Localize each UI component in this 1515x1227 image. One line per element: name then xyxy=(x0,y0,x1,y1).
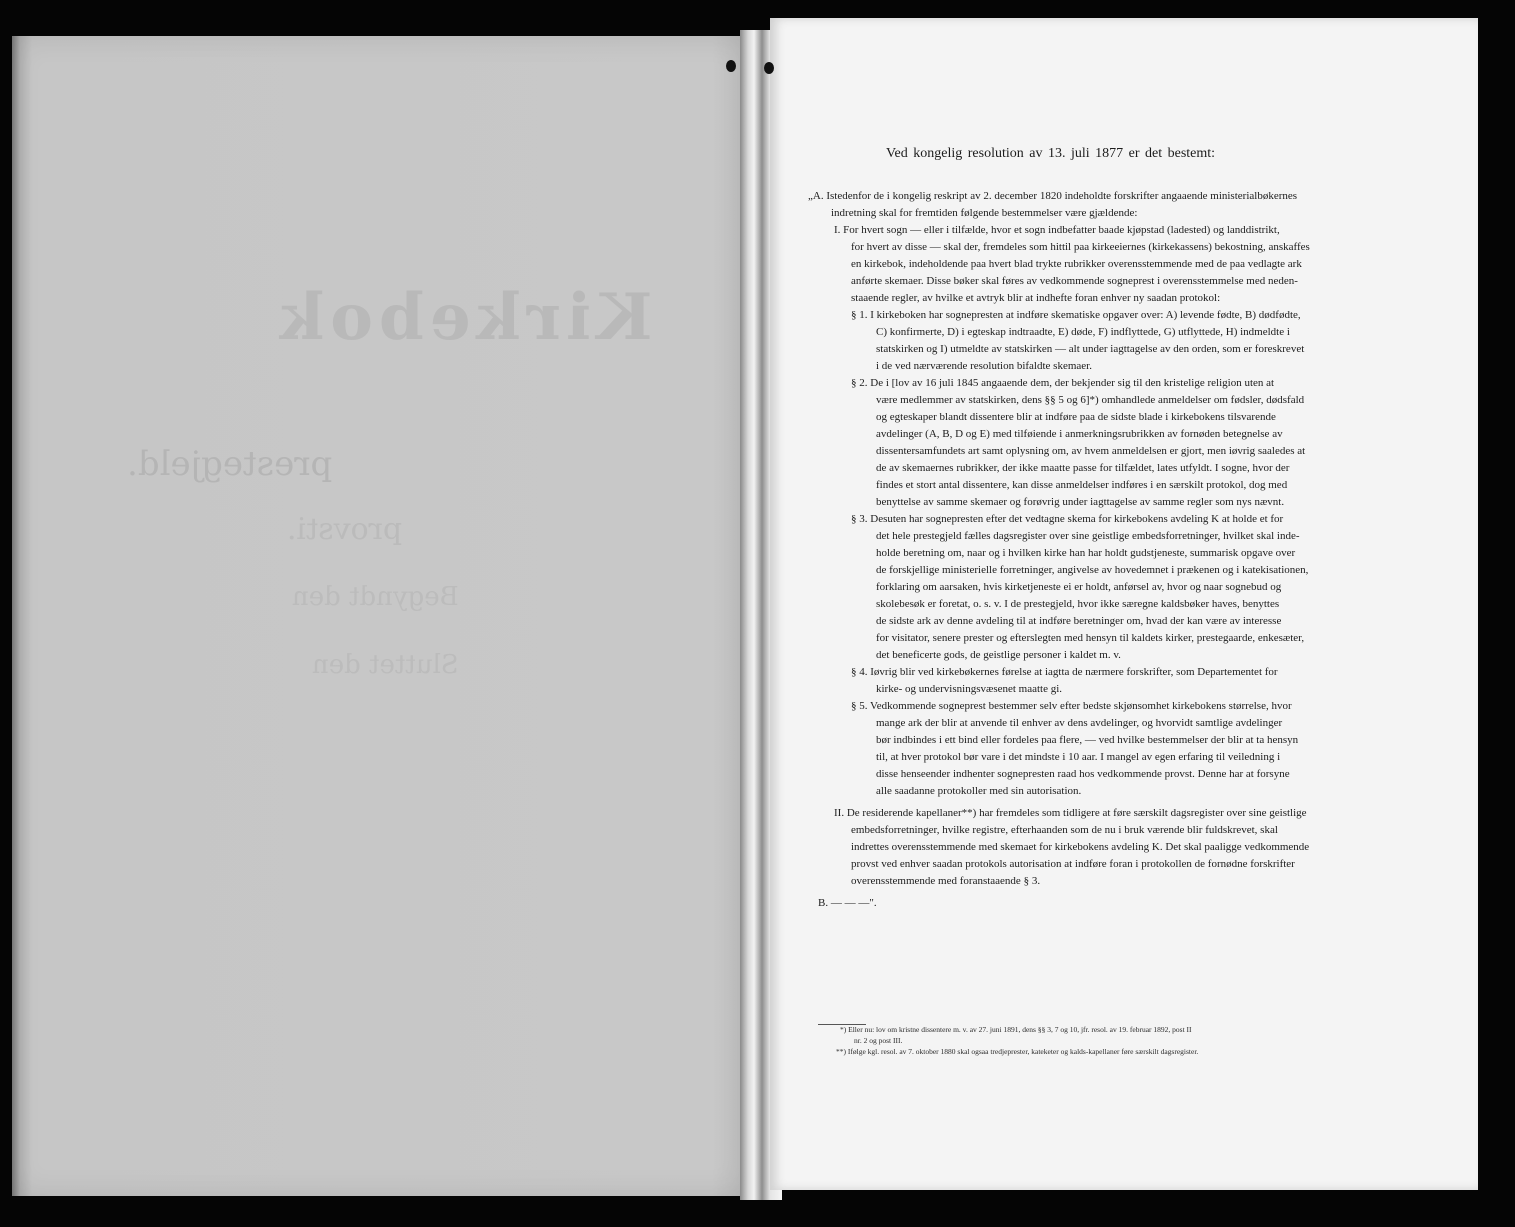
document-heading: Ved kongelig resolution av 13. juli 1877 er det bestemt: xyxy=(886,146,1216,161)
ghost-line: Sluttet den xyxy=(312,650,459,680)
footnote-line: **) Ifølge kgl. resol. av 7. oktober 1880 skal ogsaa tredjeprester, kateketer og kalds-kapellaner føre særskilt dagsregister. xyxy=(836,1047,1199,1056)
text-line: overensstemmende med foranstaaende § 3. xyxy=(851,875,1041,887)
text-line: findes et stort antal dissentere, kan disse anmeldelser indføres i en særskilt protokol, dog med xyxy=(876,479,1288,491)
text-line: og egteskaper blandt dissentere blir at indføre paa de sidste blade i kirkebokens tilsvarende xyxy=(876,411,1276,423)
text-line: dissentersamfundets art samt oplysning om, av hvem anmeldelsen er gjort, men iøvrig saaledes at xyxy=(876,445,1306,457)
ghost-line: Begyndt den xyxy=(292,582,459,612)
text-line: forklaring om aarsaken, hvis kirketjeneste ei er holdt, anførsel av, hvor og naar sognebud og xyxy=(876,581,1282,593)
text-line: § 5. Vedkommende sogneprest bestemmer selv efter bedste skjønsomhet kirkebokens størrelse, hvor xyxy=(851,700,1292,712)
text-line: for hvert av disse — skal der, fremdeles som hittil paa kirkeeiernes (kirkekassens) bekostning, anskaffes xyxy=(851,241,1310,253)
text-line: for visitator, senere prester og efterslegten med hensyn til kaldets kirker, prestegaarde, enkesæter, xyxy=(876,632,1305,644)
text-line: indretning skal for fremtiden følgende bestemmelser være gjældende: xyxy=(831,207,1138,219)
text-line: benyttelse av samme skemaer og forøvrig under iagttagelse av samme regler som nys nævnt. xyxy=(876,496,1285,508)
footnote-line: nr. 2 og post III. xyxy=(854,1036,903,1045)
text-line: det hele prestegjeld fælles dagsregister over sine geistlige embedsforretninger, hvilket skal inde- xyxy=(876,530,1300,542)
text-line: en kirkebok, indeholdende paa hvert blad trykte rubrikker overensstemmende med de paa vedlagte ark xyxy=(851,258,1302,270)
text-line: bør indbindes i ett bind eller fordeles paa flere, — ved hvilke bestemmelser der blir at ta hensyn xyxy=(876,734,1299,746)
text-line: § 1. I kirkeboken har sognepresten at indføre skematiske opgaver over: A) levende fødte, B) dødfødte, xyxy=(851,309,1301,321)
text-line: B. — — —". xyxy=(818,897,877,909)
text-line: skolebesøk er foretat, o. s. v. I de prestegjeld, hvor ikke særegne kaldsbøker haves, benyttes xyxy=(876,598,1280,610)
ghost-title: Kirkebok xyxy=(274,280,653,355)
text-line: de sidste ark av denne avdeling til at indføre beretninger om, hvad der kan være av interesse xyxy=(876,615,1282,627)
ghost-line: provsti. xyxy=(287,512,403,547)
text-line: embedsforretninger, hvilke registre, efterhaanden som de nu i bruk værende blir fuldskrevet, skal xyxy=(851,824,1278,836)
text-line: statskirken og I) utmeldte av statskirken — alt under iagttagelse av den orden, som er foreskrevet xyxy=(876,343,1305,355)
text-line: disse henseender indhenter sognepresten raad hos vedkommende provst. Denne har at forsyne xyxy=(876,768,1290,780)
text-line: de forskjellige ministerielle forretninger, angivelse av hovedemnet i prækenen og i katekisationen, xyxy=(876,564,1309,576)
text-line: kirke- og undervisningsvæsenet maatte gi. xyxy=(876,683,1063,695)
binding-hole xyxy=(726,60,736,72)
text-line: holde beretning om, naar og i hvilken kirke han har holdt gudstjeneste, summarisk opgave over xyxy=(876,547,1296,559)
text-line: indrettes overensstemmende med skemaet for kirkebokens avdeling K. Det skal paaligge vedkommende xyxy=(851,841,1310,853)
text-line: „A. Istedenfor de i kongelig reskript av 2. december 1820 indeholdte forskrifter angaaende ministerialbøkernes xyxy=(808,190,1298,202)
text-line: staaende regler, av hvilke et avtryk blir at indhefte foran enhver ny saadan protokol: xyxy=(851,292,1221,304)
text-line: anførte skemaer. Disse bøker skal føres av vedkommende sogneprest i overensstemmelse med neden- xyxy=(851,275,1298,287)
text-line: til, at hver protokol bør vare i det mindste i 10 aar. I mangel av egen erfaring til veiledning i xyxy=(876,751,1281,763)
text-line: II. De residerende kapellaner**) har fremdeles som tidligere at føre særskilt dagsregister over sine geistlige xyxy=(834,807,1307,819)
left-page xyxy=(12,36,750,1196)
text-line: være medlemmer av statskirken, dens §§ 5 og 6]*) omhandlede anmeldelser om fødsler, dødsfald xyxy=(876,394,1305,406)
binding-hole xyxy=(764,62,774,74)
text-line: de av skemaernes rubrikker, der ikke maatte passe for tilfældet, lates utfyldt. I sogne, hvor der xyxy=(876,462,1290,474)
ghost-line: prestegjeld. xyxy=(127,444,333,484)
text-line: I. For hvert sogn — eller i tilfælde, hvor et sogn indbefatter baade kjøpstad (ladested) og landdistrikt, xyxy=(834,224,1280,236)
text-line: alle saadanne protokoller med sin autorisation. xyxy=(876,785,1082,797)
text-line: C) konfirmerte, D) i egteskap indtraadte, E) døde, F) indflyttede, G) utflyttede, H) indmeldte i xyxy=(876,326,1290,338)
text-line: avdelinger (A, B, D og E) med tilføiende i anmerkningsrubrikken av fornøden betegnelse av xyxy=(876,428,1283,440)
text-line: i de ved nærværende resolution bifaldte skemaer. xyxy=(876,360,1092,372)
text-line: § 4. Iøvrig blir ved kirkebøkernes førelse at iagtta de nærmere forskrifter, som Departementet for xyxy=(851,666,1278,678)
footnote-line: *) Eller nu: lov om kristne dissentere m. v. av 27. juni 1891, dens §§ 3, 7 og 10, jfr. resol. av 19. februar 1892, post II xyxy=(840,1025,1192,1034)
text-line: mange ark der blir at anvende til enhver av dens avdelinger, og hvorvidt samtlige avdelinger xyxy=(876,717,1283,729)
text-line: § 2. De i [lov av 16 juli 1845 angaaende dem, der bekjender sig til den kristelige religion uten at xyxy=(851,377,1275,389)
text-line: § 3. Desuten har sognepresten efter det vedtagne skema for kirkebokens avdeling K at holde et for xyxy=(851,513,1284,525)
text-line: det beneficerte gods, de geistlige personer i kaldet m. v. xyxy=(876,649,1121,661)
text-line: provst ved enhver saadan protokols autorisation at indføre foran i protokollen de fornødne forskrifter xyxy=(851,858,1295,870)
